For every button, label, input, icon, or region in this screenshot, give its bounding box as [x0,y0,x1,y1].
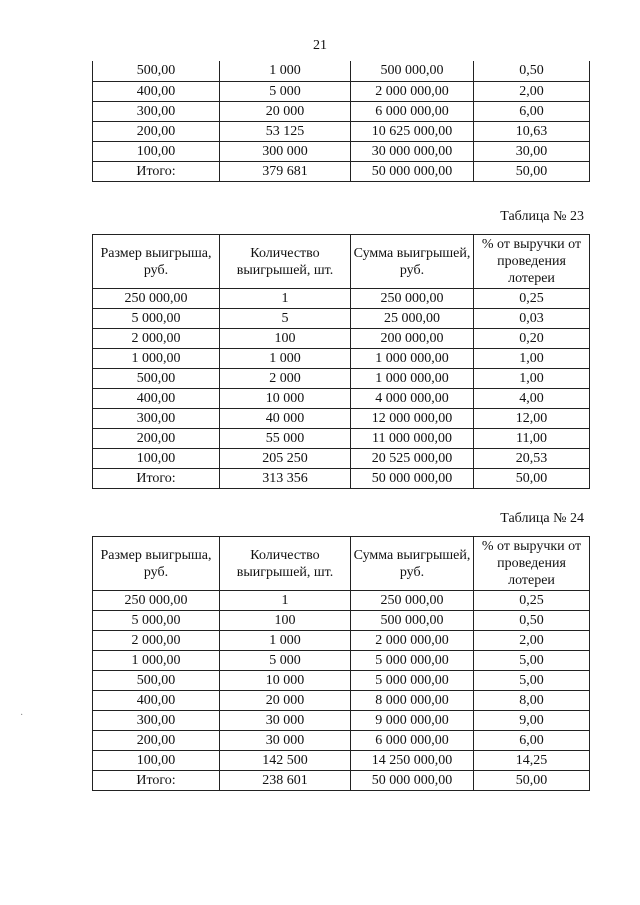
table-cell: Итого: [93,469,220,489]
table-cell: 250 000,00 [93,591,220,611]
table-cell: 5 000 000,00 [351,651,474,671]
table-cell: 55 000 [220,429,351,449]
table-cell: 500 000,00 [351,61,474,81]
table-cell: 5 000 [220,651,351,671]
table-cell: 14,25 [474,751,590,771]
table-cell: 30 000 [220,731,351,751]
table-body [93,61,590,181]
table-row [93,349,590,369]
table-cell: 30,00 [474,141,590,161]
table-cell: 300,00 [93,711,220,731]
table-cell: 40 000 [220,409,351,429]
column-header: Размер выигрыша, руб. [93,235,220,289]
table-cell: 300,00 [93,409,220,429]
table-cell: 0,25 [474,591,590,611]
table-row [93,691,590,711]
table-cell: 25 000,00 [351,309,474,329]
table-cell: 400,00 [93,81,220,101]
table-cell: 100 [220,611,351,631]
table-row [93,61,590,81]
table-cell: 1,00 [474,369,590,389]
table-row [93,121,590,141]
table-row [93,449,590,469]
table-cell: 2 000,00 [93,631,220,651]
table-cell: 0,03 [474,309,590,329]
table-row [93,389,590,409]
column-header: Количество выигрышей, шт. [220,537,351,591]
table-cell: 250 000,00 [93,289,220,309]
table-cell: 50 000 000,00 [351,161,474,181]
table-row [93,591,590,611]
table-cell: 10 000 [220,389,351,409]
table-row [93,651,590,671]
table-cell: 53 125 [220,121,351,141]
table-cell: 200 000,00 [351,329,474,349]
table-cell: 20 000 [220,101,351,121]
table-header-row [93,235,590,289]
table-header [93,235,590,289]
table-cell: Итого: [93,771,220,791]
table-cell: 0,20 [474,329,590,349]
prize-table-23 [92,234,590,489]
table-body [93,289,590,489]
table-cell: 250 000,00 [351,289,474,309]
table-header-row [93,537,590,591]
table-cell: 6 000 000,00 [351,731,474,751]
column-header: Сумма выигрышей, руб. [351,235,474,289]
table-24-caption: Таблица № 24 [500,511,584,526]
table-cell: 5 000 000,00 [351,671,474,691]
table-cell: 50 000 000,00 [351,771,474,791]
table-cell: 10 000 [220,671,351,691]
table-cell: 50,00 [474,469,590,489]
prize-table-continued [92,61,590,182]
table-total-row [93,469,590,489]
page-number: 21 [313,38,327,53]
table-cell: 100,00 [93,141,220,161]
table-total-row [93,161,590,181]
table-header [93,537,590,591]
table-cell: 20 000 [220,691,351,711]
table-cell: 0,50 [474,611,590,631]
table-cell: 1 000 [220,349,351,369]
table-total-row [93,771,590,791]
table-cell: 4 000 000,00 [351,389,474,409]
table-cell: 5,00 [474,671,590,691]
table-row [93,141,590,161]
table-row [93,731,590,751]
table-cell: 50,00 [474,771,590,791]
table-cell: 2 000,00 [93,329,220,349]
table-cell: 0,25 [474,289,590,309]
table-cell: 379 681 [220,161,351,181]
table-cell: 2,00 [474,631,590,651]
table-cell: 1 000 [220,61,351,81]
column-header: Размер выигрыша, руб. [93,537,220,591]
column-header: % от выручки от проведения лотереи [474,537,590,591]
table-cell: 200,00 [93,731,220,751]
table-cell: 50,00 [474,161,590,181]
table-cell: 12 000 000,00 [351,409,474,429]
table-cell: 6,00 [474,101,590,121]
table-cell: 1,00 [474,349,590,369]
table-row [93,671,590,691]
table-cell: 500,00 [93,671,220,691]
table-cell: 1 000 [220,631,351,651]
table-row [93,631,590,651]
table-cell: 100,00 [93,751,220,771]
table-cell: 11,00 [474,429,590,449]
table-row [93,611,590,631]
table-cell: Итого: [93,161,220,181]
table-cell: 400,00 [93,389,220,409]
table-cell: 142 500 [220,751,351,771]
table-cell: 2 000 000,00 [351,631,474,651]
table-cell: 12,00 [474,409,590,429]
table-body [93,591,590,791]
table-cell: 2,00 [474,81,590,101]
table-cell: 8,00 [474,691,590,711]
table-cell: 205 250 [220,449,351,469]
table-cell: 5 [220,309,351,329]
table-cell: 500 000,00 [351,611,474,631]
table-cell: 400,00 [93,691,220,711]
column-header: Количество выигрышей, шт. [220,235,351,289]
table-cell: 4,00 [474,389,590,409]
table-cell: 238 601 [220,771,351,791]
table-cell: 1 000,00 [93,651,220,671]
table-cell: 313 356 [220,469,351,489]
table-cell: 5 000,00 [93,309,220,329]
table-cell: 500,00 [93,61,220,81]
table-cell: 1 000,00 [93,349,220,369]
table-row [93,409,590,429]
table-cell: 20,53 [474,449,590,469]
table-cell: 5 000 [220,81,351,101]
column-header: Сумма выигрышей, руб. [351,537,474,591]
table-cell: 14 250 000,00 [351,751,474,771]
table-cell: 20 525 000,00 [351,449,474,469]
table-cell: 50 000 000,00 [351,469,474,489]
table-cell: 1 000 000,00 [351,349,474,369]
table-cell: 9 000 000,00 [351,711,474,731]
table-cell: 200,00 [93,121,220,141]
table-cell: 300 000 [220,141,351,161]
table-cell: 200,00 [93,429,220,449]
table-row [93,751,590,771]
table-cell: 300,00 [93,101,220,121]
table-cell: 9,00 [474,711,590,731]
table-cell: 10,63 [474,121,590,141]
table-cell: 11 000 000,00 [351,429,474,449]
table-cell: 30 000 000,00 [351,141,474,161]
table-cell: 5,00 [474,651,590,671]
prize-table-24 [92,536,590,791]
table-cell: 10 625 000,00 [351,121,474,141]
table-cell: 30 000 [220,711,351,731]
table-cell: 2 000 [220,369,351,389]
table-row [93,329,590,349]
table-23-caption: Таблица № 23 [500,209,584,224]
table-row [93,711,590,731]
scan-speck: · [20,710,24,721]
table-row [93,101,590,121]
table-cell: 2 000 000,00 [351,81,474,101]
table-row [93,369,590,389]
table-row [93,81,590,101]
table-cell: 100 [220,329,351,349]
table-cell: 1 [220,289,351,309]
table-cell: 0,50 [474,61,590,81]
table-cell: 6 000 000,00 [351,101,474,121]
table-row [93,309,590,329]
table-cell: 100,00 [93,449,220,469]
table-row [93,289,590,309]
column-header: % от выручки от проведения лотереи [474,235,590,289]
table-cell: 1 000 000,00 [351,369,474,389]
table-cell: 8 000 000,00 [351,691,474,711]
table-cell: 250 000,00 [351,591,474,611]
table-cell: 5 000,00 [93,611,220,631]
table-cell: 500,00 [93,369,220,389]
table-row [93,429,590,449]
table-cell: 1 [220,591,351,611]
table-cell: 6,00 [474,731,590,751]
